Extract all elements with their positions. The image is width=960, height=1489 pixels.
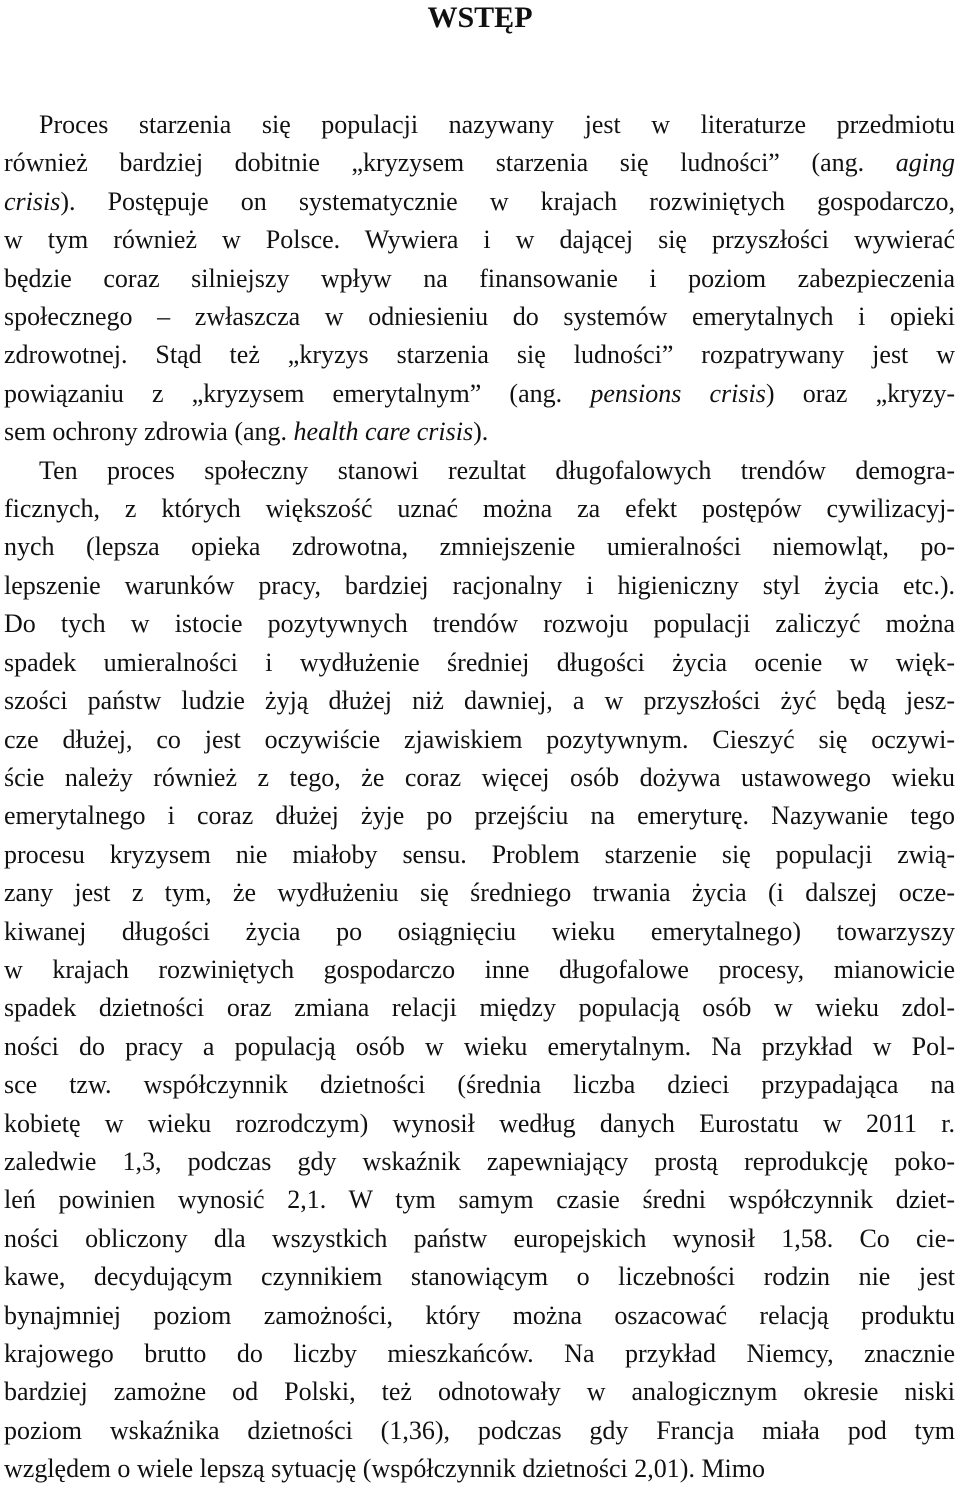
text-segment: lepszenie warunków pracy, bardziej racjonalny i higieniczny styl życia etc.). bbox=[4, 570, 955, 600]
text-line bbox=[4, 682, 955, 720]
text-segment: leń powinien wynosić 2,1. W tym samym czasie średni współczynnik dziet- bbox=[4, 1185, 955, 1215]
text-line bbox=[4, 413, 955, 451]
text-line bbox=[4, 260, 955, 298]
text-segment: zany jest z tym, że wydłużeniu się średniego trwania życia (i dalszej ocze- bbox=[4, 878, 955, 908]
italic-term: health care crisis bbox=[293, 417, 474, 447]
text-line bbox=[4, 567, 955, 605]
text-segment: krajowego brutto do liczby mieszkańców. Na przykład Niemcy, znacznie bbox=[4, 1339, 955, 1368]
text-line bbox=[4, 1412, 955, 1450]
text-segment: ście należy również z tego, że coraz więcej osób dożywa ustawowego wieku bbox=[4, 762, 955, 792]
text-segment: sem ochrony zdrowia (ang. bbox=[4, 417, 294, 447]
text-segment: zdrowotnej. Stąd też „kryzys starzenia się ludności” rozpatrywany jest w bbox=[4, 340, 955, 370]
text-line bbox=[4, 144, 955, 182]
text-segment: sce tzw. współczynnik dzietności (średnia liczba dzieci przypadająca na bbox=[4, 1070, 955, 1100]
text-segment: ) oraz „kryzy- bbox=[765, 378, 956, 408]
text-segment: poziom wskaźnika dzietności (1,36), podczas gdy Francja miała pod tym bbox=[4, 1415, 955, 1445]
text-segment: emerytalnego i coraz dłużej żyje po przejściu na emeryturę. Nazywanie tego bbox=[4, 801, 955, 831]
text-segment: zaledwie 1,3, podczas gdy wskaźnik zapewniający prostą reprodukcję poko- bbox=[4, 1146, 955, 1176]
text-segment: powiązaniu z „kryzysem emerytalnym” (ang. bbox=[4, 378, 591, 408]
text-segment: cze dłużej, co jest oczywiście zjawiskiem pozytywnym. Cieszyć się oczywi- bbox=[4, 724, 955, 754]
text-line bbox=[4, 1028, 955, 1066]
italic-term: crisis bbox=[4, 186, 61, 216]
text-line bbox=[4, 528, 955, 566]
text-line bbox=[4, 797, 955, 835]
text-line bbox=[4, 1143, 955, 1181]
text-segment: względem o wiele lepszą sytuację (współczynnik dzietności 2,01). Mimo bbox=[4, 1454, 766, 1484]
text-segment: będzie coraz silniejszy wpływ na finansowanie i poziom zabezpieczenia bbox=[4, 263, 955, 293]
text-segment: społecznego – zwłaszcza w odniesieniu do systemów emerytalnych i opieki bbox=[4, 302, 955, 332]
text-line bbox=[4, 106, 955, 144]
text-line bbox=[4, 759, 955, 797]
text-line bbox=[4, 1335, 955, 1373]
text-line bbox=[4, 951, 955, 989]
text-segment: spadek umieralności i wydłużenie średniej długości życia ocenie w więk- bbox=[4, 647, 955, 677]
text-segment: nych (lepsza opieka zdrowotna, zmniejszenie umieralności niemowląt, po- bbox=[4, 532, 955, 562]
text-line bbox=[4, 1220, 955, 1258]
text-segment: ności do pracy a populacją osób w wieku emerytalnym. Na przykład w Pol- bbox=[4, 1031, 955, 1061]
text-line bbox=[4, 644, 955, 682]
text-line bbox=[4, 721, 955, 759]
text-line bbox=[4, 1105, 955, 1143]
text-segment: w tym również w Polsce. Wywiera i w dającej się przyszłości wywierać bbox=[4, 225, 955, 255]
text-line bbox=[4, 221, 955, 259]
text-line bbox=[4, 375, 955, 413]
italic-term: aging bbox=[895, 148, 955, 178]
text-segment: również bardziej dobitnie „kryzysem starzenia się ludności” (ang. bbox=[4, 148, 896, 178]
text-segment: procesu kryzysem nie miałoby sensu. Problem starzenie się populacji zwią- bbox=[4, 839, 955, 869]
text-line bbox=[4, 913, 955, 951]
text-segment: ficznych, z których większość uznać można za efekt postępów cywilizacyj- bbox=[4, 494, 955, 524]
text-segment: ). bbox=[473, 417, 489, 447]
text-segment: Proces starzenia się populacji nazywany jest w literaturze przedmiotu bbox=[39, 110, 955, 139]
text-segment: kiwanej długości życia po osiągnięciu wieku emerytalnego) towarzyszy bbox=[4, 916, 955, 946]
page-title: WSTĘP bbox=[427, 1, 533, 34]
text-line bbox=[4, 1181, 955, 1219]
text-segment: w krajach rozwiniętych gospodarczo inne długofalowe procesy, mianowicie bbox=[4, 954, 955, 984]
text-line bbox=[4, 1066, 955, 1104]
text-line bbox=[4, 1297, 955, 1335]
text-line bbox=[4, 874, 955, 912]
italic-term: pensions crisis bbox=[590, 378, 766, 408]
text-segment: ). Postępuje on systematycznie w krajach rozwiniętych gospodarczo, bbox=[60, 186, 955, 216]
text-line bbox=[4, 1450, 955, 1488]
text-segment: szości państw ludzie żyją dłużej niż dawniej, a w przyszłości żyć będą jesz- bbox=[4, 686, 955, 716]
text-segment: kawe, decydującym czynnikiem stanowiącym o liczebności rodzin nie jest bbox=[4, 1262, 955, 1292]
text-segment: bardziej zamożne od Polski, też odnotowały w analogicznym okresie niski bbox=[4, 1377, 955, 1407]
body-text bbox=[4, 106, 955, 1489]
text-line bbox=[4, 605, 955, 643]
text-line bbox=[4, 452, 955, 490]
text-segment: ności obliczony dla wszystkich państw europejskich wynosił 1,58. Co cie- bbox=[4, 1223, 955, 1253]
text-segment: Ten proces społeczny stanowi rezultat długofalowych trendów demogra- bbox=[39, 455, 955, 485]
text-line bbox=[4, 836, 955, 874]
text-line bbox=[4, 989, 955, 1027]
text-segment: kobietę w wieku rozrodczym) wynosił według danych Eurostatu w 2011 r. bbox=[4, 1108, 955, 1138]
text-segment: spadek dzietności oraz zmiana relacji między populacją osób w wieku zdol- bbox=[4, 993, 955, 1023]
text-line bbox=[4, 298, 955, 336]
text-line bbox=[4, 490, 955, 528]
text-line bbox=[4, 1258, 955, 1296]
text-line bbox=[4, 183, 955, 221]
text-segment: Do tych w istocie pozytywnych trendów rozwoju populacji zaliczyć można bbox=[4, 609, 955, 639]
text-line bbox=[4, 336, 955, 374]
text-segment: bynajmniej poziom zamożności, który można oszacować relacją produktu bbox=[4, 1300, 955, 1330]
